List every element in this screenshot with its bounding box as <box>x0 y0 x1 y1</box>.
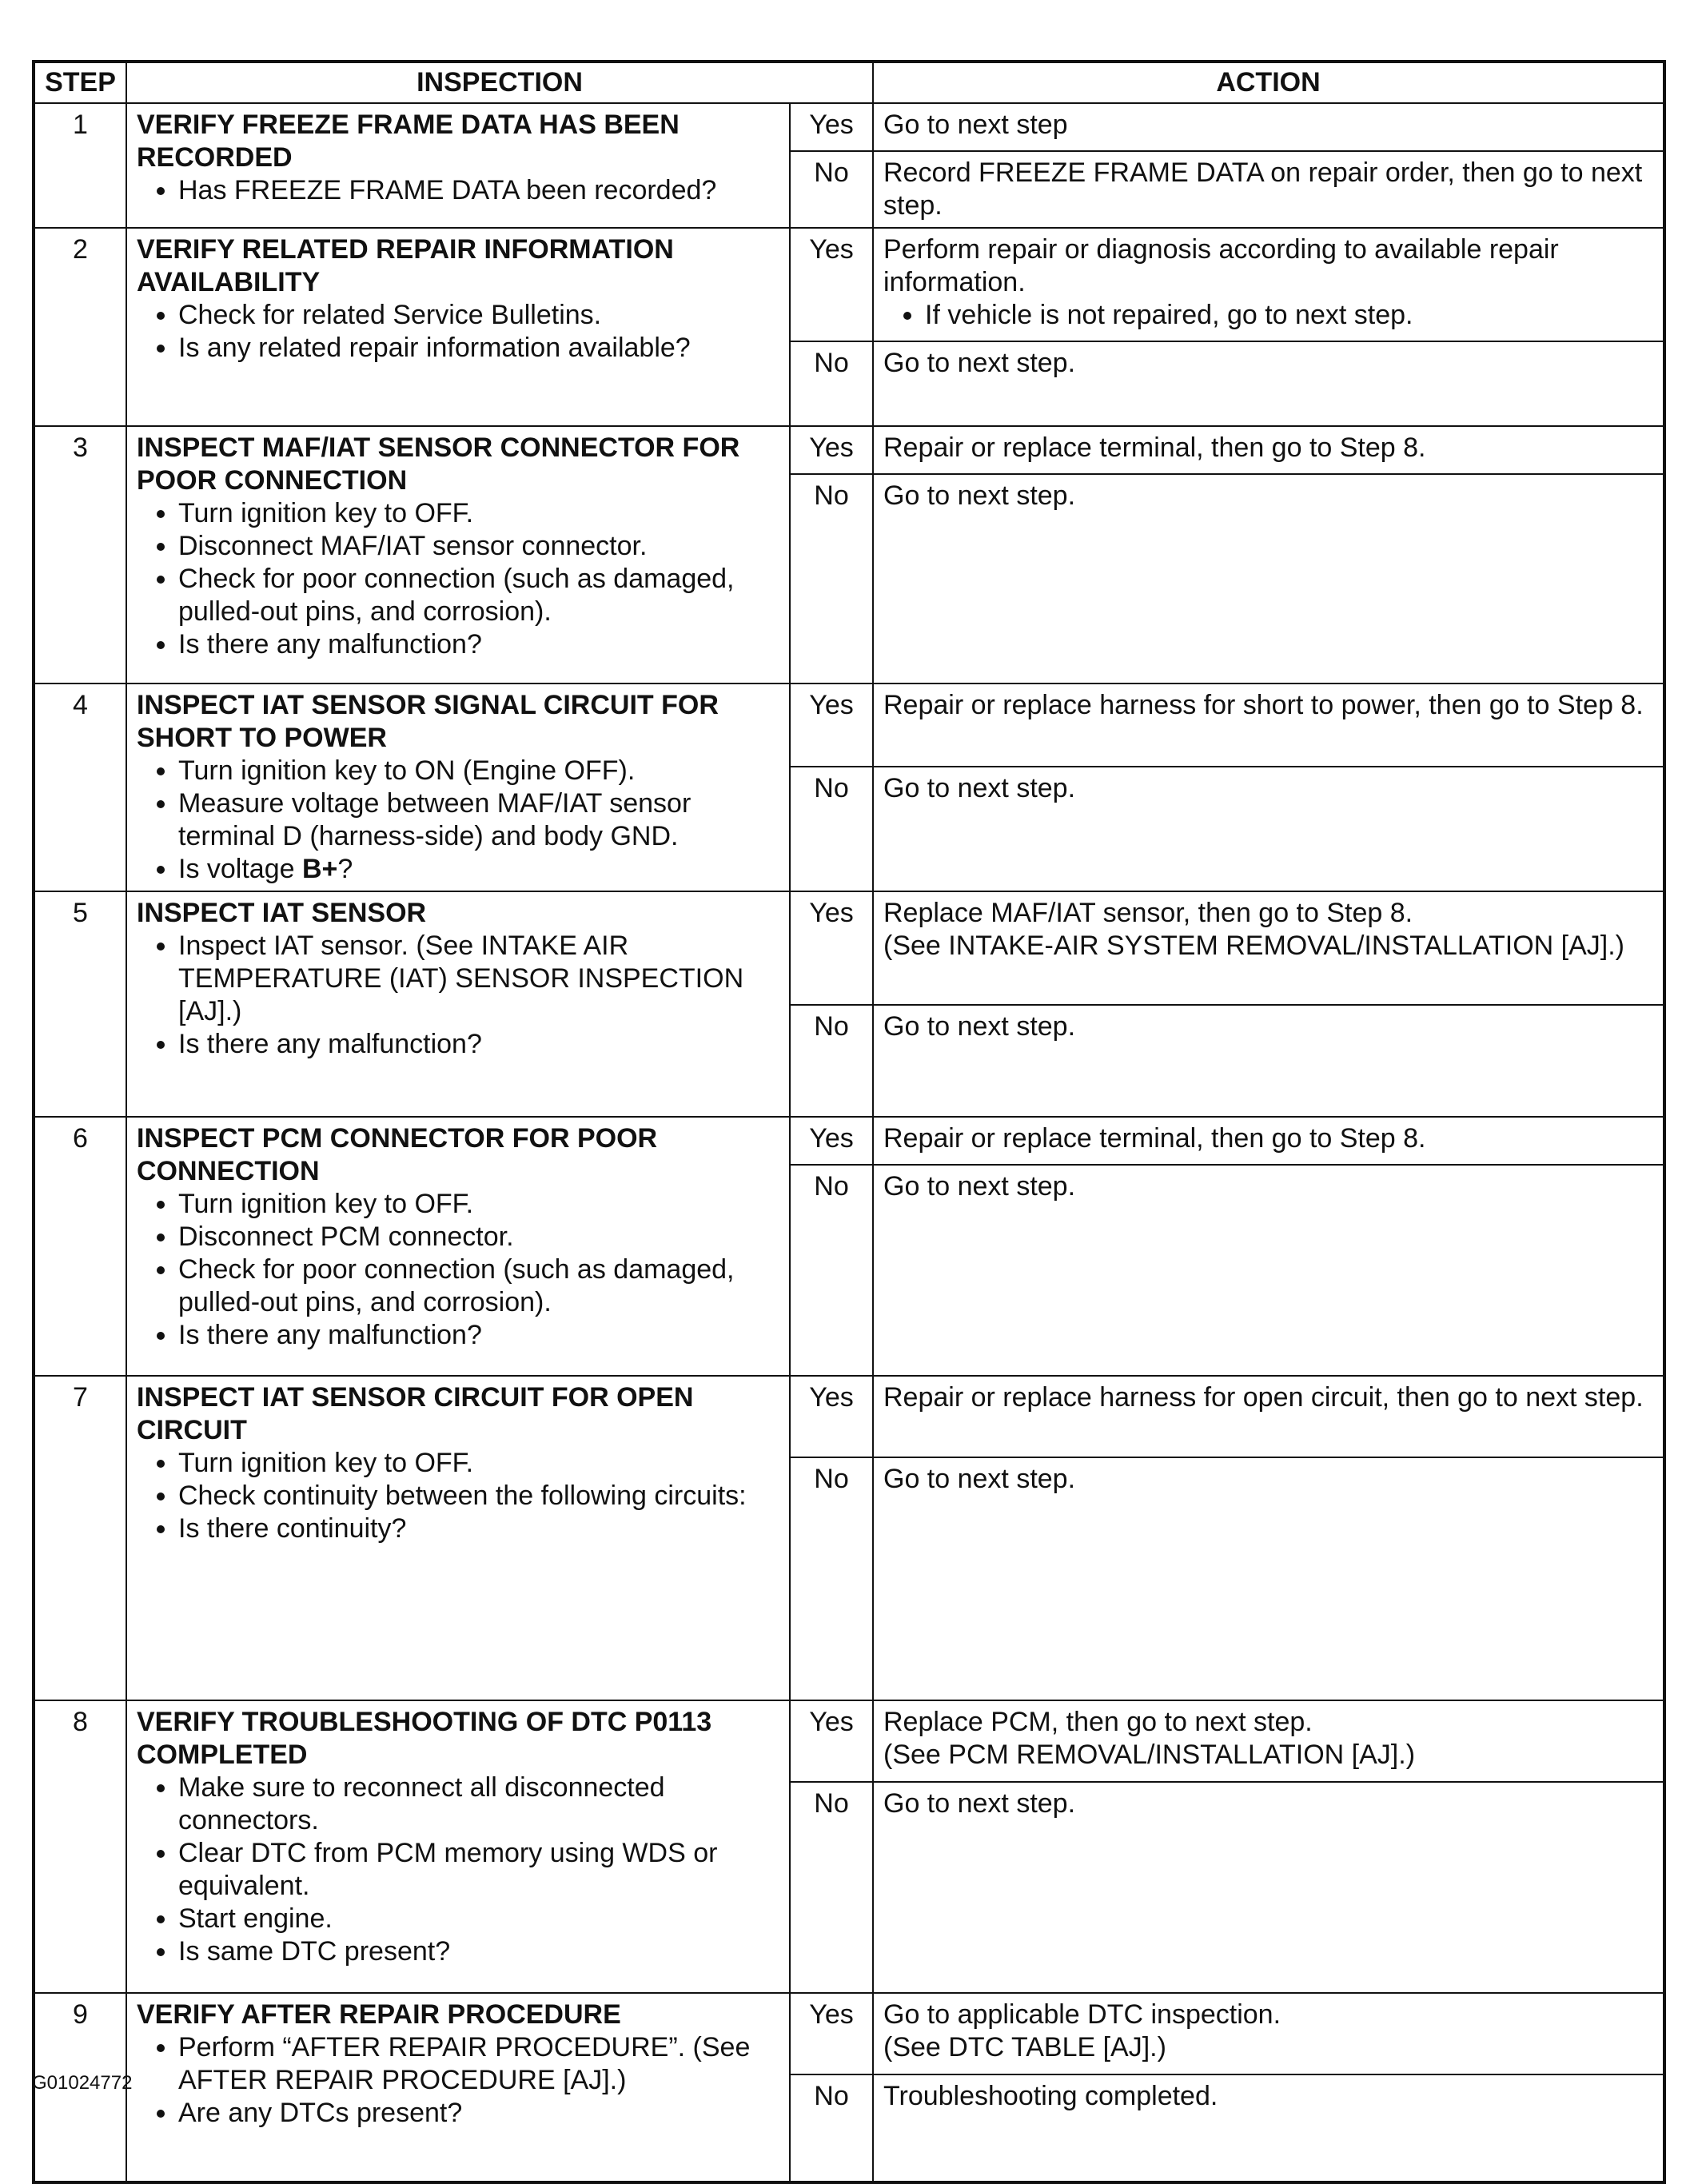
figure-code: G01024772 <box>32 2072 133 2094</box>
action-text: Replace PCM, then go to next step. <box>883 1707 1313 1737</box>
step-number: 2 <box>34 228 126 426</box>
inspection-title: VERIFY RELATED REPAIR INFORMATION AVAILABILITY <box>137 234 674 297</box>
inspection-bullet: • Disconnect PCM connector. <box>178 1221 779 1253</box>
action-text: Repair or replace terminal, then go to Step 8. <box>883 1123 1426 1154</box>
no-action <box>873 151 1664 228</box>
inspection-bullet-list <box>137 755 779 886</box>
yes-action <box>873 1117 1664 1165</box>
inspection-title: VERIFY FREEZE FRAME DATA HAS BEEN RECORDED <box>137 110 680 173</box>
yes-action <box>873 1700 1664 1782</box>
no-label: No <box>790 474 873 683</box>
inspection-cell <box>126 1117 790 1376</box>
step-number: 1 <box>34 103 126 228</box>
inspection-bullet: • Clear DTC from PCM memory using WDS or equivalent. <box>178 1837 779 1903</box>
inspection-cell <box>126 228 790 426</box>
step-row-5-yes <box>34 891 1664 1005</box>
action-bullet: • If vehicle is not repaired, go to next step. <box>925 299 1653 332</box>
no-action <box>873 2074 1664 2182</box>
step-number: 9 <box>34 1993 126 2182</box>
no-label: No <box>790 151 873 228</box>
yes-label: Yes <box>790 683 873 767</box>
no-action <box>873 1457 1664 1700</box>
step-row-9-yes <box>34 1993 1664 2074</box>
yes-label: Yes <box>790 228 873 341</box>
inspection-bullet: • Check for poor connection (such as damaged, pulled-out pins, and corrosion). <box>178 563 779 628</box>
step-row-2-yes <box>34 228 1664 341</box>
yes-action <box>873 103 1664 151</box>
inspection-bullet-list <box>137 497 779 661</box>
action-text: Go to next step <box>883 110 1068 140</box>
inspection-bullet: • Turn ignition key to OFF. <box>178 1188 779 1221</box>
yes-action <box>873 1993 1664 2074</box>
inspection-title: INSPECT MAF/IAT SENSOR CONNECTOR FOR POOR CONNECTION <box>137 432 740 496</box>
inspection-bullet: • Is same DTC present? <box>178 1935 779 1968</box>
inspection-cell <box>126 103 790 228</box>
no-action <box>873 1782 1664 1993</box>
inspection-bullet: • Turn ignition key to OFF. <box>178 497 779 530</box>
yes-action <box>873 891 1664 1005</box>
yes-label: Yes <box>790 891 873 1005</box>
yes-action <box>873 426 1664 474</box>
action-text: Go to next step. <box>883 348 1076 378</box>
inspection-bullet: • Disconnect MAF/IAT sensor connector. <box>178 530 779 563</box>
step-number: 5 <box>34 891 126 1117</box>
step-number: 6 <box>34 1117 126 1376</box>
header-step: STEP <box>34 62 126 103</box>
action-text: Record FREEZE FRAME DATA on repair order, then go to next step. <box>883 157 1643 221</box>
action-text: Go to next step. <box>883 772 1076 803</box>
bullet-text: ? <box>337 854 353 884</box>
action-text: Go to next step. <box>883 1011 1076 1042</box>
inspection-bullet-list <box>137 299 779 365</box>
yes-label: Yes <box>790 103 873 151</box>
action-text: Go to next step. <box>883 1171 1076 1202</box>
no-action <box>873 341 1664 426</box>
step-row-7-yes <box>34 1376 1664 1457</box>
inspection-bullet: • Is there any malfunction? <box>178 1028 779 1061</box>
inspection-cell <box>126 1700 790 1993</box>
inspection-title: INSPECT IAT SENSOR SIGNAL CIRCUIT FOR SHORT TO POWER <box>137 690 719 753</box>
step-row-4-yes <box>34 683 1664 767</box>
yes-label: Yes <box>790 426 873 474</box>
inspection-bullet: • Has FREEZE FRAME DATA been recorded? <box>178 174 779 207</box>
yes-action <box>873 1376 1664 1457</box>
inspection-bullet: • Start engine. <box>178 1903 779 1935</box>
inspection-cell <box>126 426 790 683</box>
action-text: Repair or replace harness for short to power, then go to Step 8. <box>883 690 1644 720</box>
step-number: 4 <box>34 683 126 891</box>
inspection-bullet: • Check for related Service Bulletins. <box>178 299 779 332</box>
step-row-1-yes <box>34 103 1664 151</box>
inspection-bullet: • Check for poor connection (such as damaged, pulled-out pins, and corrosion). <box>178 1253 779 1319</box>
action-text: Perform repair or diagnosis according to available repair information. <box>883 234 1559 297</box>
header-inspection: INSPECTION <box>126 62 873 103</box>
no-label: No <box>790 767 873 891</box>
action-text: (See INTAKE-AIR SYSTEM REMOVAL/INSTALLATION [AJ].) <box>883 931 1624 961</box>
inspection-cell <box>126 1993 790 2182</box>
action-text: Go to applicable DTC inspection. <box>883 1999 1281 2030</box>
inspection-title: INSPECT IAT SENSOR <box>137 898 427 928</box>
step-row-3-yes <box>34 426 1664 474</box>
inspection-bullet-list <box>137 1447 779 1545</box>
action-text: Go to next step. <box>883 480 1076 511</box>
action-text: (See DTC TABLE [AJ].) <box>883 2032 1166 2062</box>
inspection-cell <box>126 891 790 1117</box>
inspection-title: VERIFY TROUBLESHOOTING OF DTC P0113 COMPLETED <box>137 1707 712 1770</box>
inspection-bullet-list <box>137 930 779 1061</box>
yes-label: Yes <box>790 1117 873 1165</box>
yes-action <box>873 228 1664 341</box>
inspection-bullet: • Turn ignition key to OFF. <box>178 1447 779 1480</box>
header-action: ACTION <box>873 62 1664 103</box>
inspection-cell <box>126 683 790 891</box>
action-text: Repair or replace harness for open circuit, then go to next step. <box>883 1382 1644 1413</box>
inspection-bullet: • Inspect IAT sensor. (See INTAKE AIR TEMPERATURE (IAT) SENSOR INSPECTION [AJ].) <box>178 930 779 1028</box>
step-number: 3 <box>34 426 126 683</box>
inspection-bullet-list <box>137 174 779 207</box>
no-action <box>873 1005 1664 1117</box>
inspection-cell <box>126 1376 790 1700</box>
action-text: Go to next step. <box>883 1788 1076 1819</box>
inspection-title: INSPECT PCM CONNECTOR FOR POOR CONNECTION <box>137 1123 658 1186</box>
inspection-bullet: • Check continuity between the following circuits: <box>178 1480 779 1512</box>
yes-label: Yes <box>790 1993 873 2074</box>
inspection-bullet: • Measure voltage between MAF/IAT sensor terminal D (harness-side) and body GND. <box>178 787 779 853</box>
inspection-bullet: • Is any related repair information available? <box>178 332 779 365</box>
inspection-bullet: • Turn ignition key to ON (Engine OFF). <box>178 755 779 787</box>
inspection-bullet-list <box>137 1772 779 1968</box>
inspection-bullet: • Is there continuity? <box>178 1512 779 1545</box>
no-label: No <box>790 1005 873 1117</box>
no-action <box>873 1165 1664 1376</box>
diagnostic-procedure-table <box>32 60 1666 2184</box>
no-action <box>873 474 1664 683</box>
no-label: No <box>790 341 873 426</box>
inspection-bullet: • Perform “AFTER REPAIR PROCEDURE”. (See AFTER REPAIR PROCEDURE [AJ].) <box>178 2031 779 2097</box>
inspection-bullet <box>178 853 779 886</box>
header-row <box>34 62 1664 103</box>
inspection-title: VERIFY AFTER REPAIR PROCEDURE <box>137 1999 621 2030</box>
action-text: (See PCM REMOVAL/INSTALLATION [AJ].) <box>883 1740 1416 1770</box>
step-number: 8 <box>34 1700 126 1993</box>
inspection-bullet-list <box>137 2031 779 2130</box>
inspection-bullet-list <box>137 1188 779 1352</box>
inspection-bullet: • Is there any malfunction? <box>178 1319 779 1352</box>
inspection-title: INSPECT IAT SENSOR CIRCUIT FOR OPEN CIRCUIT <box>137 1382 694 1445</box>
step-row-6-yes <box>34 1117 1664 1165</box>
no-label: No <box>790 1782 873 1993</box>
action-text: Replace MAF/IAT sensor, then go to Step 8. <box>883 898 1413 928</box>
procedure-document <box>32 60 1663 2184</box>
inspection-bullet: • Is there any malfunction? <box>178 628 779 661</box>
step-number: 7 <box>34 1376 126 1700</box>
yes-action <box>873 683 1664 767</box>
voltage-value: B+ <box>301 854 338 884</box>
inspection-bullet: • Are any DTCs present? <box>178 2097 779 2130</box>
action-text: Go to next step. <box>883 1464 1076 1494</box>
action-bullet-list <box>883 299 1653 332</box>
inspection-bullet: • Make sure to reconnect all disconnected connectors. <box>178 1772 779 1837</box>
step-row-8-yes <box>34 1700 1664 1782</box>
yes-label: Yes <box>790 1376 873 1457</box>
action-text: Repair or replace terminal, then go to Step 8. <box>883 432 1426 463</box>
no-action <box>873 767 1664 891</box>
no-label: No <box>790 1165 873 1376</box>
yes-label: Yes <box>790 1700 873 1782</box>
bullet-text: Is voltage <box>178 854 302 884</box>
no-label: No <box>790 1457 873 1700</box>
no-label: No <box>790 2074 873 2182</box>
action-text: Troubleshooting completed. <box>883 2081 1218 2111</box>
